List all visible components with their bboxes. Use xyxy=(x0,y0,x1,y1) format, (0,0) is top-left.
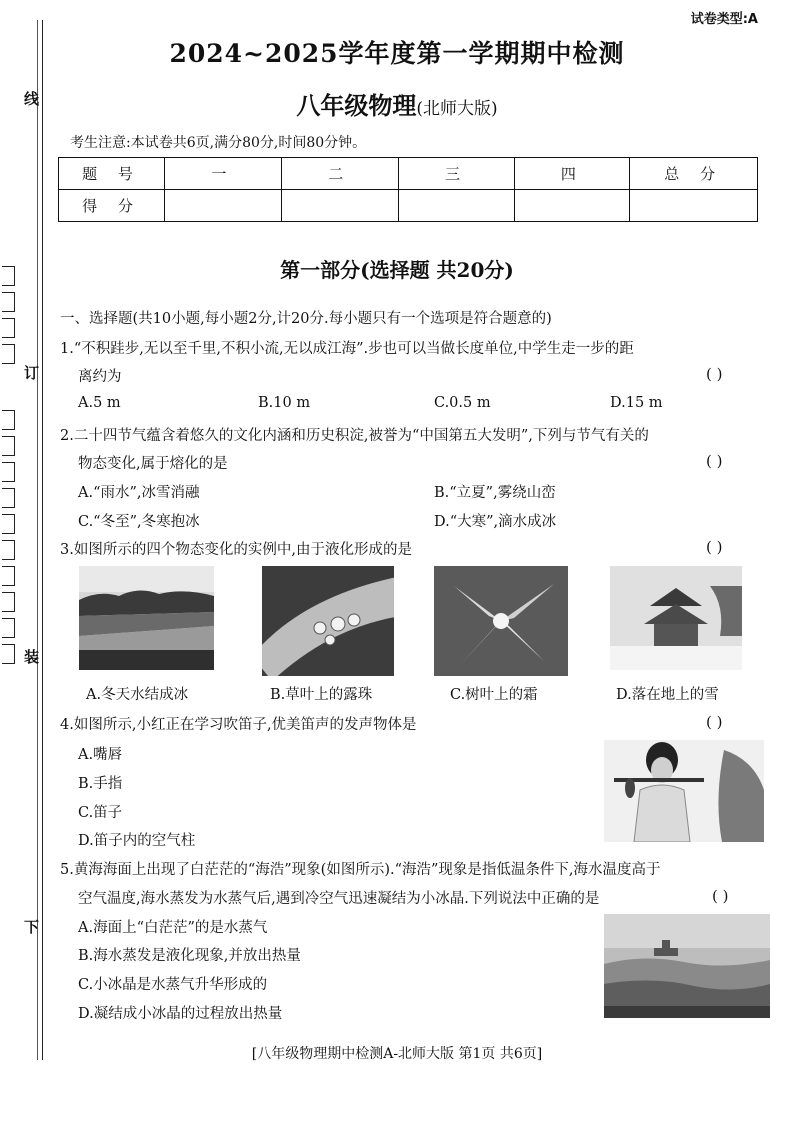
margin-char-ding: 订 xyxy=(24,364,40,382)
paper-type: 试卷类型:A xyxy=(690,12,758,27)
subject-name: 八年级物理 xyxy=(296,91,417,120)
q1-option-a: A.5 m xyxy=(78,395,121,411)
q5-option-a: A.海面上“白茫茫”的是水蒸气 xyxy=(78,920,268,936)
question-2-line1: 2.二十四节气蕴含着悠久的文化内涵和历史积淀,被誉为“中国第五大发明”,下列与节气有关的 xyxy=(60,428,649,444)
candidate-notice: 考生注意:本试卷共6页,满分80分,时间80分钟。 xyxy=(70,135,367,151)
score-row-label: 得 分 xyxy=(59,190,165,222)
photo-flute-player xyxy=(604,740,764,842)
q1-option-b: B.10 m xyxy=(258,395,311,411)
edition-label: (北师大版) xyxy=(416,99,498,119)
binding-box xyxy=(2,318,15,338)
q4-option-c: C.笛子 xyxy=(78,805,123,821)
score-table-score-row xyxy=(59,190,758,222)
question-1-line2: 离约为 xyxy=(78,369,122,385)
question-5-line1: 5.黄海海面上出现了白茫茫的“海浩”现象(如图所示).“海浩”现象是指低温条件下,海水温度高于 xyxy=(60,862,661,878)
answer-paren: ( ) xyxy=(706,538,723,556)
binding-box xyxy=(2,292,15,312)
q5-option-b: B.海水蒸发是液化现象,并放出热量 xyxy=(78,948,301,964)
binding-box xyxy=(2,488,15,508)
photo-snow-temple xyxy=(610,566,742,670)
margin-char-zhuang: 装 xyxy=(24,648,40,666)
photo-frost-leaves xyxy=(434,566,568,676)
binding-box xyxy=(2,618,15,638)
score-cell[interactable] xyxy=(630,190,758,222)
q3-caption-c: C.树叶上的霜 xyxy=(450,687,538,703)
score-cell[interactable] xyxy=(164,190,281,222)
q3-caption-b: B.草叶上的露珠 xyxy=(270,687,373,703)
q1-option-c: C.0.5 m xyxy=(434,395,491,411)
margin-char-xia: 下 xyxy=(24,918,40,936)
q2-option-c: C.“冬至”,冬寒抱冰 xyxy=(78,514,200,530)
part-one-heading: 一、选择题(共10小题,每小题2分,计20分.每小题只有一个选项是符合题意的) xyxy=(60,311,552,327)
question-4-line1: 4.如图所示,小红正在学习吹笛子,优美笛声的发声物体是 xyxy=(60,717,417,733)
section-title: 第一部分(选择题 共20分) xyxy=(280,258,514,282)
q5-option-c: C.小冰晶是水蒸气升华形成的 xyxy=(78,977,268,993)
score-header-cell: 题 号 xyxy=(59,158,165,190)
binding-line-inner xyxy=(37,20,38,1060)
q2-option-a: A.“雨水”,冰雪消融 xyxy=(78,485,200,501)
q4-option-b: B.手指 xyxy=(78,776,123,792)
q2-option-b: B.“立夏”,雾绕山峦 xyxy=(434,485,556,501)
binding-box xyxy=(2,462,15,482)
page-footer: [八年级物理期中检测A-北师大版 第1页 共6页] xyxy=(251,1046,543,1062)
binding-line xyxy=(42,20,43,1060)
exam-title: 2024~2025学年度第一学期期中检测 xyxy=(169,39,625,68)
q5-option-d: D.凝结成小冰晶的过程放出热量 xyxy=(78,1006,283,1022)
score-table xyxy=(58,157,758,222)
score-header-cell: 二 xyxy=(281,158,398,190)
score-header-cell: 四 xyxy=(515,158,630,190)
exam-subtitle xyxy=(0,86,794,121)
answer-paren: ( ) xyxy=(706,452,723,470)
photo-frozen-lake xyxy=(79,566,214,670)
binding-box xyxy=(2,540,15,560)
q2-option-d: D.“大寒”,滴水成冰 xyxy=(434,514,557,530)
binding-box xyxy=(2,592,15,612)
question-1-line1: 1.“不积跬步,无以至千里,不积小流,无以成江海”.步也可以当做长度单位,中学生走一步的距 xyxy=(60,341,634,357)
binding-box xyxy=(2,436,15,456)
q1-option-d: D.15 m xyxy=(610,395,663,411)
binding-box xyxy=(2,644,15,664)
margin-char-xian: 线 xyxy=(24,90,40,108)
question-3-line1: 3.如图所示的四个物态变化的实例中,由于液化形成的是 xyxy=(60,542,412,558)
score-cell[interactable] xyxy=(398,190,515,222)
photo-sea-smoke xyxy=(604,914,770,1018)
photo-dew-leaf xyxy=(262,566,394,676)
binding-box xyxy=(2,514,15,534)
q4-option-d: D.笛子内的空气柱 xyxy=(78,833,196,849)
score-header-cell: 总 分 xyxy=(630,158,758,190)
score-cell[interactable] xyxy=(281,190,398,222)
question-5-line2: 空气温度,海水蒸发为水蒸气后,遇到冷空气迅速凝结为小冰晶.下列说法中正确的是 xyxy=(78,891,600,907)
q3-caption-a: A.冬天水结成冰 xyxy=(86,687,189,703)
binding-box xyxy=(2,566,15,586)
score-header-cell: 一 xyxy=(164,158,281,190)
q3-caption-d: D.落在地上的雪 xyxy=(616,687,719,703)
score-table-header-row xyxy=(59,158,758,190)
q4-option-a: A.嘴唇 xyxy=(78,747,123,763)
answer-paren: ( ) xyxy=(706,365,723,383)
binding-box xyxy=(2,410,15,430)
answer-paren: ( ) xyxy=(706,713,723,731)
score-cell[interactable] xyxy=(515,190,630,222)
answer-paren: ( ) xyxy=(712,887,729,905)
score-header-cell: 三 xyxy=(398,158,515,190)
question-2-line2: 物态变化,属于熔化的是 xyxy=(78,456,228,472)
binding-box xyxy=(2,344,15,364)
